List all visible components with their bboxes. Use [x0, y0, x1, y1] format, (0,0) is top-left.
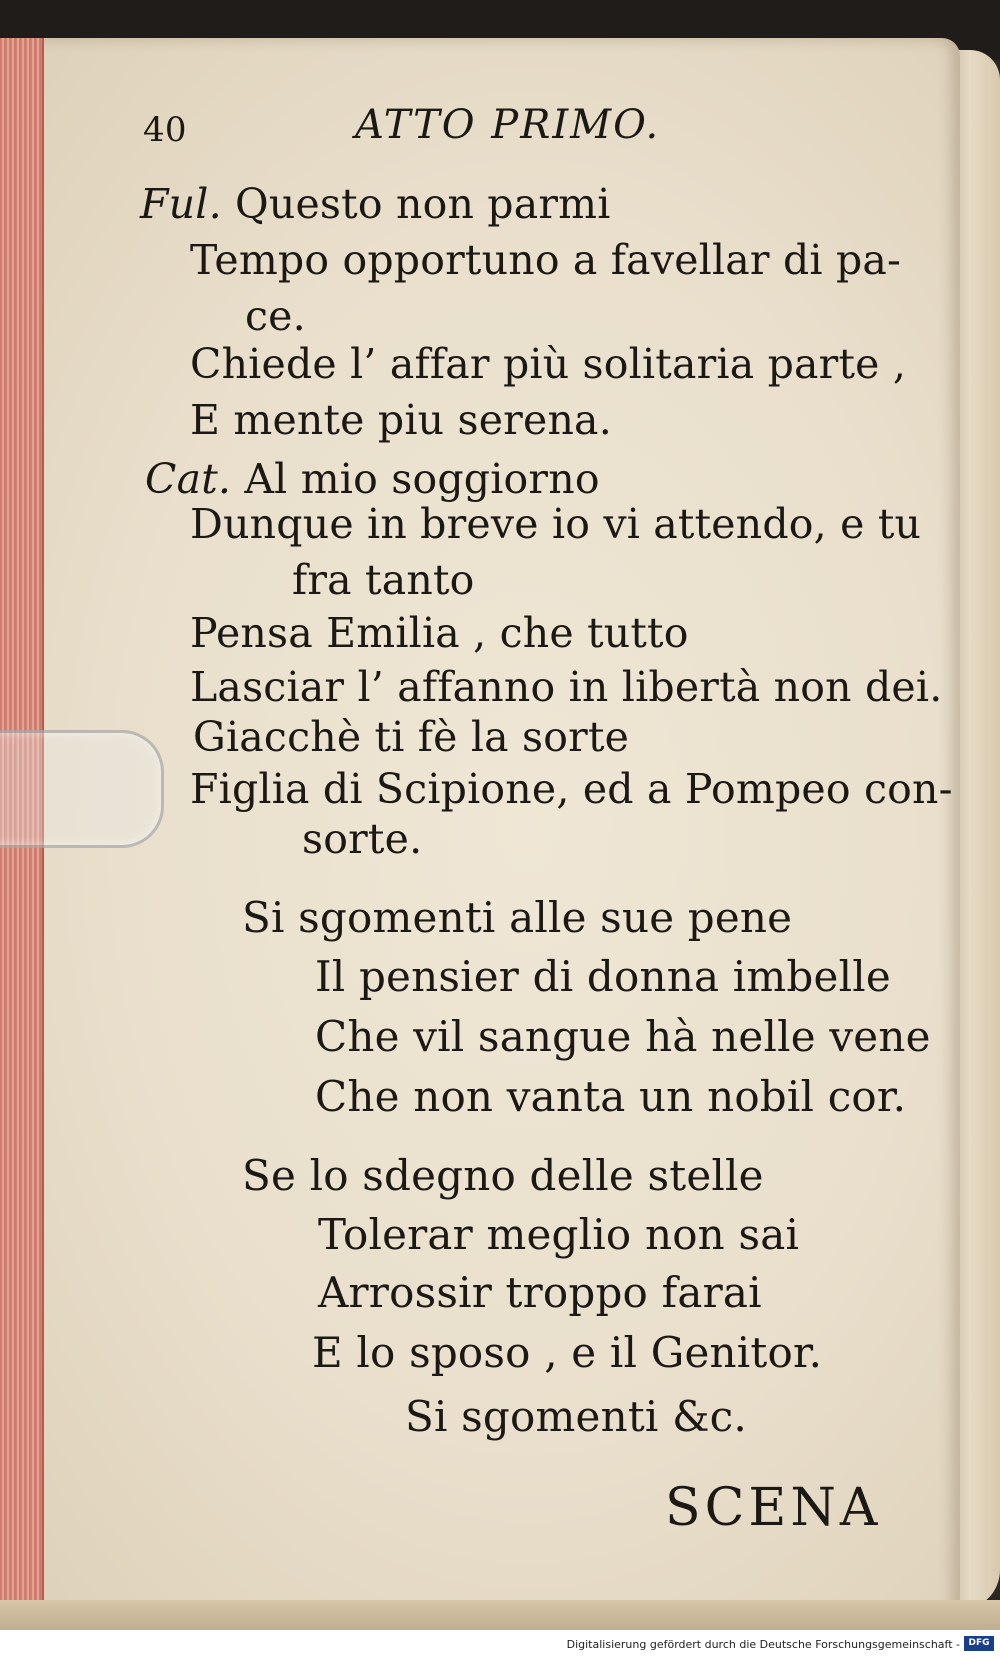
aria-line: E lo sposo , e il Genitor. — [312, 1328, 823, 1377]
text-line: Figlia di Scipione, ed a Pompeo con- — [190, 765, 953, 813]
aria-refrain: Si sgomenti &c. — [405, 1392, 747, 1441]
text-line: Tempo opportuno a favellar di pa- — [190, 236, 902, 284]
text-line — [140, 180, 611, 228]
aria-line: Arrossir troppo farai — [318, 1268, 762, 1317]
text-line: ce. — [245, 292, 306, 340]
speaker-label: Cat. — [145, 455, 232, 503]
glass-page-clip — [0, 730, 164, 848]
aria-line: Che vil sangue hà nelle vene — [315, 1012, 931, 1061]
page-number: 40 — [143, 110, 187, 150]
aria-line: Il pensier di donna imbelle — [315, 952, 891, 1001]
catchword: SCENA — [665, 1478, 882, 1538]
line-text: Al mio soggiorno — [244, 455, 600, 503]
aria-line: Se lo sdegno delle stelle — [242, 1151, 764, 1200]
aria-line: Che non vanta un nobil cor. — [315, 1072, 907, 1121]
text-line: sorte. — [302, 815, 423, 863]
aria-line: Tolerar meglio non sai — [318, 1210, 800, 1259]
dfg-logo: DFG — [964, 1636, 994, 1651]
page-bottom-edge — [0, 1600, 1000, 1630]
aria-line: Si sgomenti alle sue pene — [242, 893, 793, 942]
text-line: Chiede l’ affar più solitaria parte , — [190, 340, 907, 388]
text-line: Pensa Emilia , che tutto — [190, 609, 689, 657]
funding-credit: Digitalisierung gefördert durch die Deutsche Forschungsgemeinschaft - — [566, 1638, 960, 1651]
line-text: Questo non parmi — [235, 180, 611, 228]
text-line: Giacchè ti fè la sorte — [193, 713, 630, 761]
speaker-label: Ful. — [140, 180, 222, 228]
text-line: Lasciar l’ affanno in libertà non dei. — [190, 663, 943, 711]
footer-bar — [0, 1630, 1000, 1658]
text-line: E mente piu serena. — [190, 396, 612, 444]
text-line — [145, 455, 600, 503]
text-line: Dunque in breve io vi attendo, e tu — [190, 500, 922, 548]
running-head: ATTO PRIMO. — [355, 102, 661, 148]
text-line: fra tanto — [292, 556, 475, 604]
